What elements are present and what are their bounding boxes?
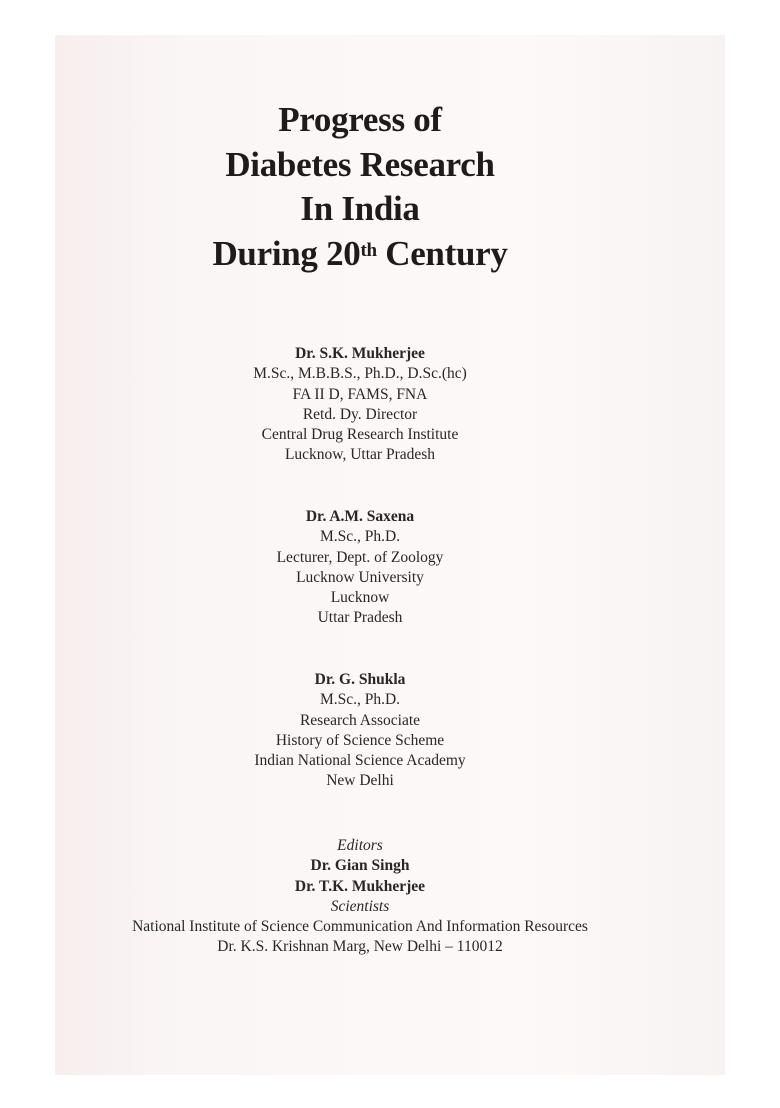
editors-role: Scientists [330, 897, 390, 915]
author-detail: Central Drug Research Institute [261, 426, 459, 444]
author-detail: FA II D, FAMS, FNA [292, 385, 428, 403]
author-name: Dr. G. Shukla [314, 671, 406, 688]
title-text: Century [376, 233, 508, 273]
author-block [0, 670, 720, 792]
author-detail: M.Sc., Ph.D. [319, 528, 401, 546]
author-detail: M.Sc., M.B.B.S., Ph.D., D.Sc.(hc) [253, 365, 467, 383]
author-detail: Retd. Dy. Director [302, 405, 418, 423]
author-detail: Uttar Pradesh [317, 609, 403, 627]
editors-label: Editors [337, 837, 383, 854]
author-detail: History of Science Scheme [275, 731, 445, 749]
author-detail: New Delhi [326, 772, 394, 790]
publisher-institute: National Institute of Science Communication And Information Resources [132, 918, 588, 936]
editor-name: Dr. Gian Singh [310, 857, 410, 875]
author-detail: Lucknow [330, 589, 390, 607]
author-detail: Research Associate [299, 711, 421, 729]
author-detail: Lucknow University [296, 568, 424, 586]
title-text: During 20 [212, 233, 361, 273]
book-title [0, 98, 720, 276]
author-detail: M.Sc., Ph.D. [319, 691, 401, 709]
title-line: Progress of [278, 100, 442, 139]
title-line: In India [300, 189, 420, 228]
author-name: Dr. A.M. Saxena [305, 508, 415, 525]
editor-name: Dr. T.K. Mukherjee [294, 877, 426, 895]
publisher-address: Dr. K.S. Krishnan Marg, New Delhi – 110012 [217, 938, 503, 956]
editors-block [0, 836, 720, 958]
author-detail: Indian National Science Academy [254, 752, 466, 770]
author-name: Dr. S.K. Mukherjee [295, 345, 425, 362]
author-block [0, 344, 720, 466]
author-detail: Lucknow, Uttar Pradesh [284, 446, 436, 464]
title-line: Diabetes Research [225, 144, 495, 184]
author-detail: Lecturer, Dept. of Zoology [276, 548, 444, 566]
author-block [0, 507, 720, 629]
title-line [0, 232, 720, 277]
superscript: th [360, 239, 377, 261]
